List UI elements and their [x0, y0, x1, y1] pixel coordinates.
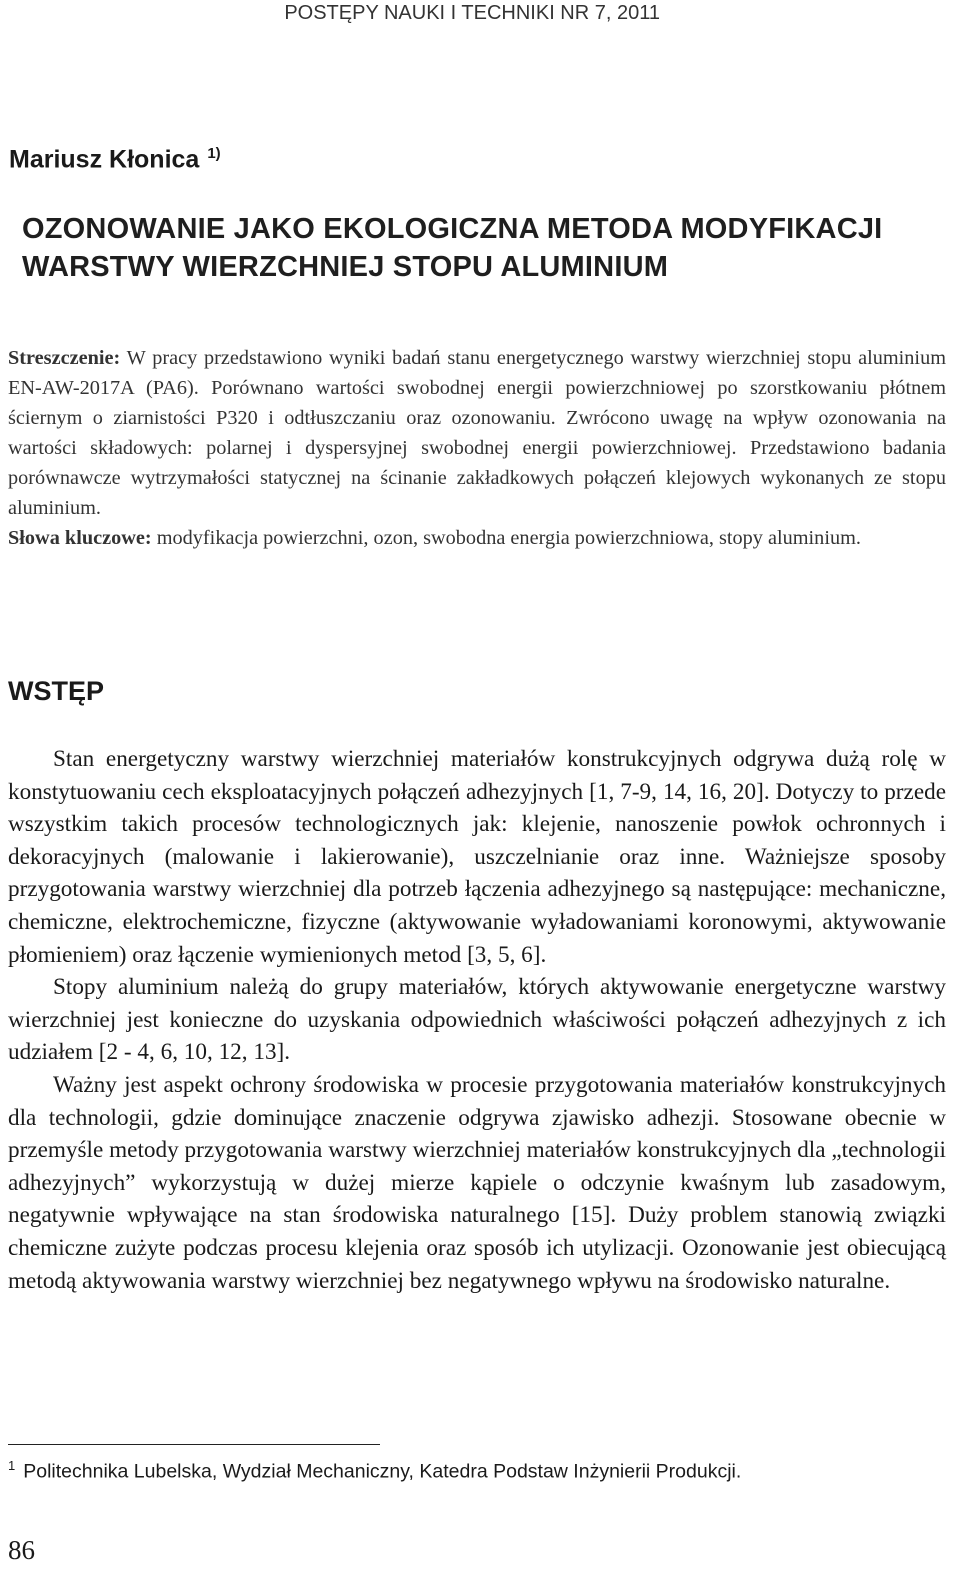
body-text: [8, 743, 946, 1297]
keywords-label: Słowa kluczowe:: [8, 527, 152, 549]
keywords-text: modyfikacja powierzchni, ozon, swobodna energia powierzchniowa, stopy aluminium.: [156, 527, 861, 549]
abstract: [8, 343, 946, 553]
abstract-label: Streszczenie:: [8, 347, 121, 369]
body-paragraph: Ważny jest aspekt ochrony środowiska w procesie przygotowania materiałów konstrukcyjnych dla technologii, gdzie dominujące znaczenie odgrywa zjawisko adhezji. Stosowane obecnie w przemyśle metody przygotowania warstwy wierzchniej materiałów konstrukcyjnych dla „technologii adhezyjnych” wykorzystują w dużej mierze kąpiele o odczynie kwaśnym lub zasadowym, negatywnie wpływające na stan środowiska naturalnego [15]. Duży problem stanowią związki chemiczne zużyte podczas procesu klejenia oraz sposób ich utylizacji. Ozonowanie jest obiecującą metodą aktywowania warstwy wierzchniej bez negatywnego wpływu na środowisko naturalne.: [8, 1071, 946, 1294]
author-name: Mariusz Kłonica: [9, 145, 200, 174]
author-line: [9, 145, 221, 174]
footnote-divider: [8, 1444, 380, 1445]
footnote-text: Politechnika Lubelska, Wydział Mechaniczny, Katedra Podstaw Inżynierii Produkcji.: [23, 1460, 742, 1483]
page-number: 86: [8, 1535, 35, 1565]
body-paragraph: Stopy aluminium należą do grupy materiałów, których aktywowanie energetyczne warstwy wierzchniej jest konieczne do uzyskania odpowiednich właściwości połączeń adhezyjnych z ich udziałem [2 - 4, 6, 10, 12, 13].: [8, 974, 946, 1066]
body-paragraph: Stan energetyczny warstwy wierzchniej materiałów konstrukcyjnych odgrywa dużą rolę w konstytuowaniu cech eksploatacyjnych połączeń adhezyjnych [1, 7-9, 14, 16, 20]. Dotyczy to przede wszystkim takich procesów technologicznych jak: klejenie, nanoszenie powłok ochronnych i dekoracyjnych (malowanie i lakierowanie), uszczelnianie oraz inne. Ważniejsze sposoby przygotowania warstwy wierzchniej dla potrzeb łączenia adhezyjnego są następujące: mechaniczne, chemiczne, elektrochemiczne, fizyczne (aktywowanie wyładowaniami koronowymi, aktywowanie płomieniem) oraz łączenie wymienionych metod [3, 5, 6].: [8, 746, 946, 968]
section-heading: WSTĘP: [8, 676, 105, 706]
journal-title: POSTĘPY NAUKI I TECHNIKI NR 7, 2011: [284, 2, 660, 24]
keywords-paragraph: [8, 523, 946, 553]
title-line-1: OZONOWANIE JAKO EKOLOGICZNA METODA MODYFIKACJI: [22, 213, 883, 245]
paper-title: [22, 210, 952, 286]
abstract-text: W pracy przedstawiono wyniki badań stanu energetycznego warstwy wierzchniej stopu aluminium EN-AW-2017A (PA6). Porównano wartości swobodnej energii powierzchniowej po szorstkowaniu płótnem ściernym o ziarnistości P320 i odtłuszczaniu oraz ozonowaniu. Zwrócono uwagę na wpływ ozonowania na wartości składowych: polarnej i dyspersyjnej swobodnej energii powierzchniowej. Przedstawiono badania porównawcze wytrzymałości statycznej na ścinanie zakładkowych połączeń klejowych wykonanych ze stopu aluminium.: [8, 347, 946, 519]
footnote: [8, 1458, 948, 1484]
footnote-mark: 1: [8, 1458, 16, 1473]
abstract-paragraph: [8, 343, 946, 523]
affiliation-mark: 1): [207, 145, 221, 162]
title-line-2: WARSTWY WIERZCHNIEJ STOPU ALUMINIUM: [22, 251, 669, 283]
